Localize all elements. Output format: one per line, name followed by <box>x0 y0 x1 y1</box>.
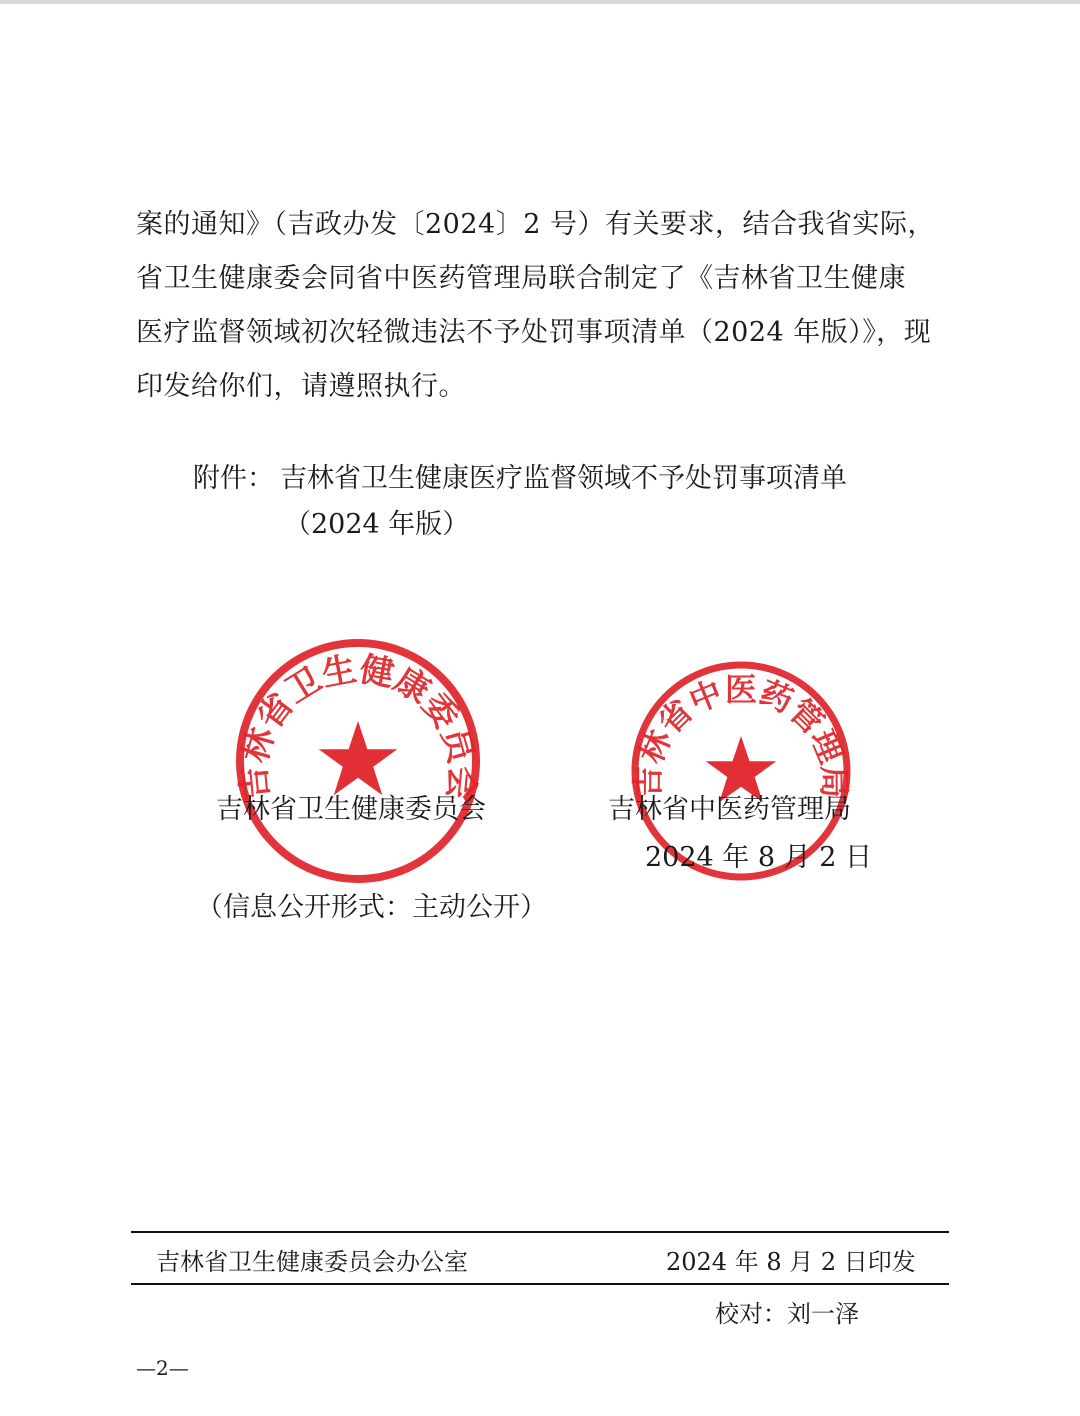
attachment-title: 吉林省卫生健康医疗监督领域不予处罚事项清单 <box>280 463 847 494</box>
footer-proofreader: 校对：刘一泽 <box>715 1300 859 1328</box>
body-line-3: 医疗监督领域初次轻微违法不予处罚事项清单（2024 年版）》，现 <box>136 317 932 348</box>
seal-2-text: 吉林省中医药管理局 <box>628 670 854 799</box>
page-number: —2— <box>136 1356 189 1380</box>
star-icon <box>319 721 398 795</box>
attachment-label: 附件： <box>193 463 274 494</box>
body-line-1: 案的通知》（吉政办发〔2024〕2 号）有关要求，结合我省实际， <box>136 209 935 240</box>
body-paragraph <box>136 198 956 414</box>
disclosure-note: （信息公开形式：主动公开） <box>196 892 547 923</box>
attachment-edition: （2024 年版） <box>284 509 470 540</box>
footer-issue-date: 2024 年 8 月 2 日印发 <box>666 1248 916 1276</box>
footer-issuer: 吉林省卫生健康委员会办公室 <box>156 1248 468 1276</box>
signatory-tcm-bureau: 吉林省中医药管理局 <box>608 794 851 825</box>
signatory-health-commission: 吉林省卫生健康委员会 <box>216 794 486 825</box>
body-line-2: 省卫生健康委会同省中医药管理局联合制定了《吉林省卫生健康 <box>136 263 906 294</box>
signature-date: 2024 年 8 月 2 日 <box>645 842 872 873</box>
seal-health-commission <box>232 635 484 887</box>
attachment-line <box>193 456 847 502</box>
page-top-edge <box>0 0 1080 4</box>
seal-1-text: 吉林省卫生健康委员会 <box>233 649 483 802</box>
footer-rule-top <box>131 1231 949 1233</box>
body-line-4: 印发给你们，请遵照执行。 <box>136 371 466 402</box>
footer-rule-bottom <box>131 1283 949 1285</box>
